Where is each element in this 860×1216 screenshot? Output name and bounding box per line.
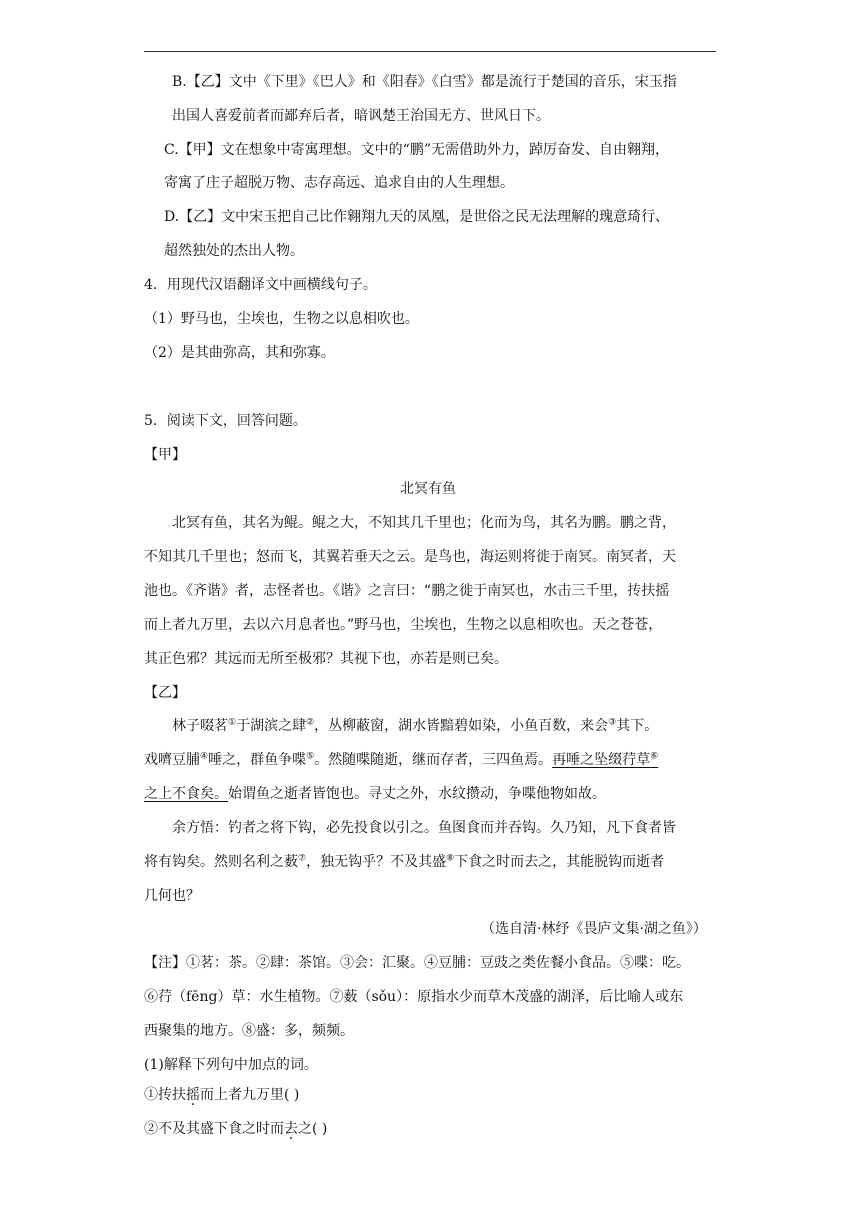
footnote-marker: ③ [608,717,617,728]
option-d-line1: D.【乙】文中宋玉把自己比作翱翔九天的凤凰，是世俗之民无法理解的瑰意琦行、 [164,209,670,225]
header-rule [144,51,716,52]
question-4-sentence-1: （1）野马也，尘埃也，生物之以息相吹也。 [144,311,419,327]
passage-yi-line [144,784,606,804]
passage-yi-line: 余方悟：钓者之将下钩，必先投食以引之。鱼图食而并吞钩。久乃知，凡下食者皆 [172,820,676,836]
yi-text: 将有钩矣。然则名利之薮 [144,854,298,870]
option-c-line1: C.【甲】文在想象中寄寓理想。文中的“鹏”无需借助外力，踔厉奋发、自由翱翔， [164,142,669,158]
yi-text: ，丛柳蔽窗，湖水皆黯碧如染，小鱼百数，来会 [314,718,609,734]
passage-jia-line: 其正色邪？其远而无所至极邪？其视下也，亦若是则已矣。 [144,651,508,667]
passage-jia-line: 池也。《齐谐》者，志怪者也。《谐》之言曰：“鹏之徙于南冥也，水击三千里，抟扶摇 [144,583,670,599]
footnote-marker: ⑦ [298,853,307,864]
passage-source: （选自清·林纾《畏庐文集·湖之鱼》） [481,921,707,937]
question-5-title: 5．阅读下文，回答问题。 [144,413,307,429]
question-4-sentence-2: （2）是其曲弥高，其和弥寡。 [144,345,335,361]
subquestion-1-item-a: ①抟扶摇而上者九万里( ) [144,1087,300,1103]
emphasis-dot-word: 去 [284,1121,298,1137]
passage-jia-line: 而上者九万里，去以六月息者也。”野马也，尘埃也，生物之以息相吹也。天之苍苍， [144,617,663,633]
section-yi-label: 【乙】 [144,685,186,701]
yi-text: 林子啜茗 [172,718,228,734]
option-b-line1: B.【乙】文中《下里》《巴人》和《阳春》《白雪》都是流行于楚国的音乐，宋玉指 [172,74,677,90]
passage-yi-line [172,716,658,736]
passage-jia-line: 不知其几千里也；怒而飞，其翼若垂天之云。是鸟也，海运则将徙于南冥。南冥者，天 [144,549,676,565]
footnote-marker: ④ [200,751,209,762]
yi-text: 下食之时而去之，其能脱钩而逝者 [454,854,665,870]
question-4-title: 4．用现代汉语翻译文中画横线句子。 [144,277,377,293]
underlined-sentence: 再唾之坠缀荇草⑥ [552,751,659,768]
passage-yi-line: 几何也？ [144,888,200,904]
yi-text: 唾之，群鱼争喋 [208,752,307,768]
notes-line: 【注】①茗：茶。②肆：茶馆。③会：汇聚。④豆脯：豆豉之类佐餐小食品。⑤喋：吃。 [144,955,690,971]
passage-yi-line [144,852,664,872]
footnote-marker: ① [228,717,237,728]
yi-text: 戏嚌豆脯 [144,752,200,768]
underlined-sentence: 之上不食矣。 [144,786,228,802]
passage-jia-title: 北冥有鱼 [400,481,456,497]
yi-text: 于湖滨之肆 [236,718,307,734]
yi-text: 其下。 [616,718,659,734]
section-jia-label: 【甲】 [144,447,186,463]
footnote-marker: ⑧ [446,853,455,864]
option-b-line2: 出国人喜爱前者而鄙弃后者，暗讽楚王治国无方、世风日下。 [172,108,550,124]
option-c-line2: 寄寓了庄子超脱万物、志存高远、追求自由的人生理想。 [164,175,514,191]
notes-line: ⑥荇（fēng）草：水生植物。⑦薮（sǒu）：原指水少而草木茂盛的湖泽，后比喻人或东 [144,989,684,1005]
footnote-marker: ② [306,717,315,728]
notes-line: 西聚集的地方。⑧盛：多，频频。 [144,1023,354,1039]
emphasis-dot-word: 摇 [186,1087,200,1103]
yi-text: ，独无钩乎？不及其盛 [306,854,447,870]
yi-text: 。然随喋随逝，继而存者，三四鱼焉。 [314,752,553,768]
passage-jia-line: 北冥有鱼，其名为鲲。鲲之大，不知其几千里也；化而为鸟，其名为鹏。鹏之背， [172,515,676,531]
option-d-line2: 超然独处的杰出人物。 [164,243,304,259]
yi-text: 始谓鱼之逝者皆饱也。寻丈之外，水纹攒动，争喋他物如故。 [228,786,606,802]
subquestion-1-item-b: ②不及其盛下食之时而去之( ) [144,1121,328,1137]
subquestion-1-title: (1)解释下列句中加点的词。 [144,1057,318,1073]
footnote-marker: ⑤ [306,751,315,762]
passage-yi-line [144,750,658,770]
